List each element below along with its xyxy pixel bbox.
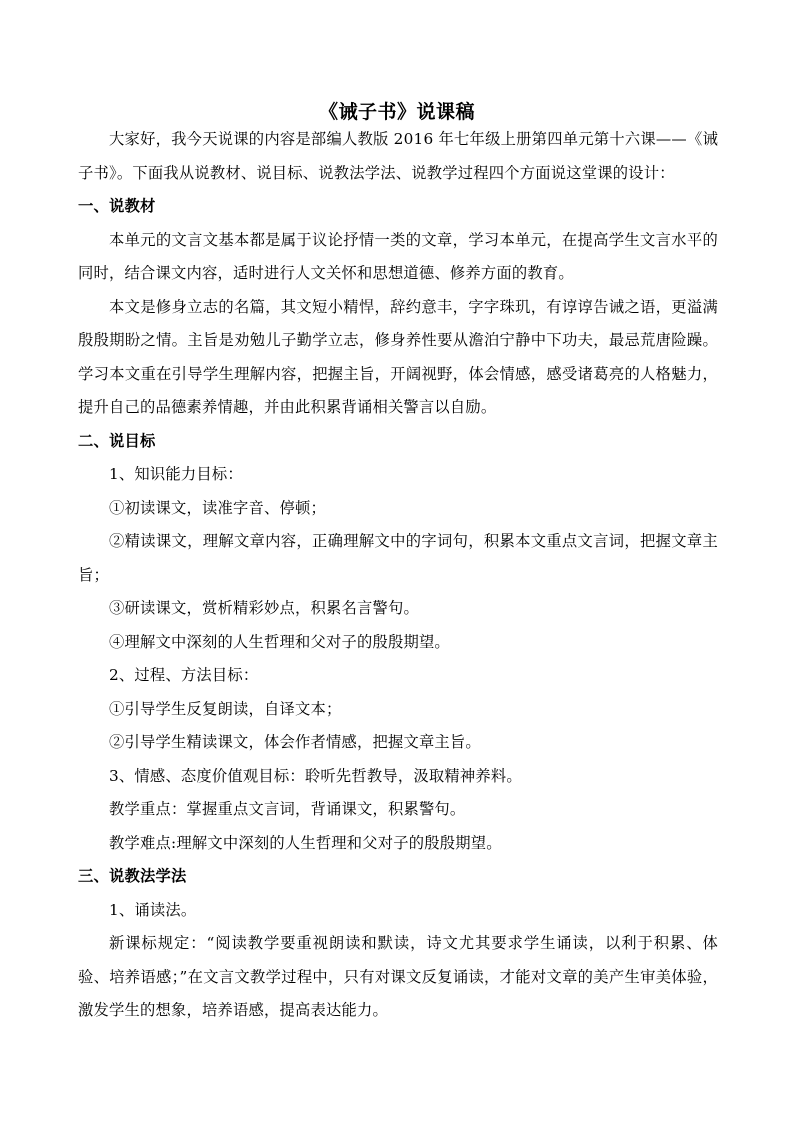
objective-item: ③研读课文，赏析精彩妙点，积累名言警句。 [109, 599, 419, 617]
document-body [78, 123, 718, 1028]
difficulties: 教学难点:理解文中深刻的人生哲理和父对子的殷殷期望。 [109, 833, 502, 852]
paragraph: 本文是修身立志的名篇，其文短小精悍，辞约意丰，字字珠玑，有谆谆告诫之语，更溢满殷殷期盼之情。主旨是劝勉儿子勤学立志，修身养性要从澹泊宁静中下功夫，最忌荒唐险躁。学习本文重在引导学生理解内容，把握主旨，开阔视野，体会情感，感受诸葛亮的人格魅力，提升自己的品德素养情趣，并由此积累背诵相关警言以自励。 [78, 297, 718, 416]
section-heading-objectives: 二、说目标 [78, 431, 156, 450]
section-heading-teaching-material: 一、说教材 [78, 197, 156, 215]
paragraph: 新课标规定：“阅读教学要重视朗读和默读，诗文尤其要求学生诵读，以利于积累、体验、培养语感；”在文言文教学过程中，只有对课文反复诵读，才能对文章的美产生审美体验，激发学生的想象，培养语感，提高表达能力。 [78, 934, 718, 1019]
section-heading-methods: 三、说教法学法 [78, 867, 187, 885]
objective-item: ②引导学生精读课文，体会作者情感，把握文章主旨。 [109, 733, 481, 751]
objective-item: ④理解文中深刻的人生哲理和父对子的殷殷期望。 [109, 632, 450, 651]
intro-paragraph: 大家好，我今天说课的内容是部编人教版 2016 年七年级上册第四单元第十六课——《诫子书》。下面我从说教材、说目标、说教法学法、说教学过程四个方面说这堂课的设计： [78, 130, 718, 182]
key-points: 教学重点：掌握重点文言词，背诵课文，积累警句。 [109, 800, 466, 818]
objective-item: ①初读课文，读准字音、停顿； [109, 498, 326, 517]
objective-subtitle: 1、知识能力目标： [109, 465, 243, 483]
objective-item: ①引导学生反复朗读，自译文本； [109, 699, 342, 718]
document-title: 《诫子书》说课稿 [318, 100, 475, 123]
paragraph: 本单元的文言文基本都是属于议论抒情一类的文章，学习本单元，在提高学生文言水平的同时，结合课文内容，适时进行人文关怀和思想道德、修养方面的教育。 [78, 230, 718, 282]
objective-item: ②精读课文，理解文章内容，正确理解文中的字词句，积累本文重点文言词，把握文章主旨； [78, 532, 718, 584]
objective-subtitle: 2、过程、方法目标： [109, 666, 259, 684]
objective-emotion: 3、情感、态度价值观目标：聆听先哲教导，汲取精神养料。 [109, 766, 522, 785]
method-subtitle: 1、诵读法。 [109, 900, 197, 919]
